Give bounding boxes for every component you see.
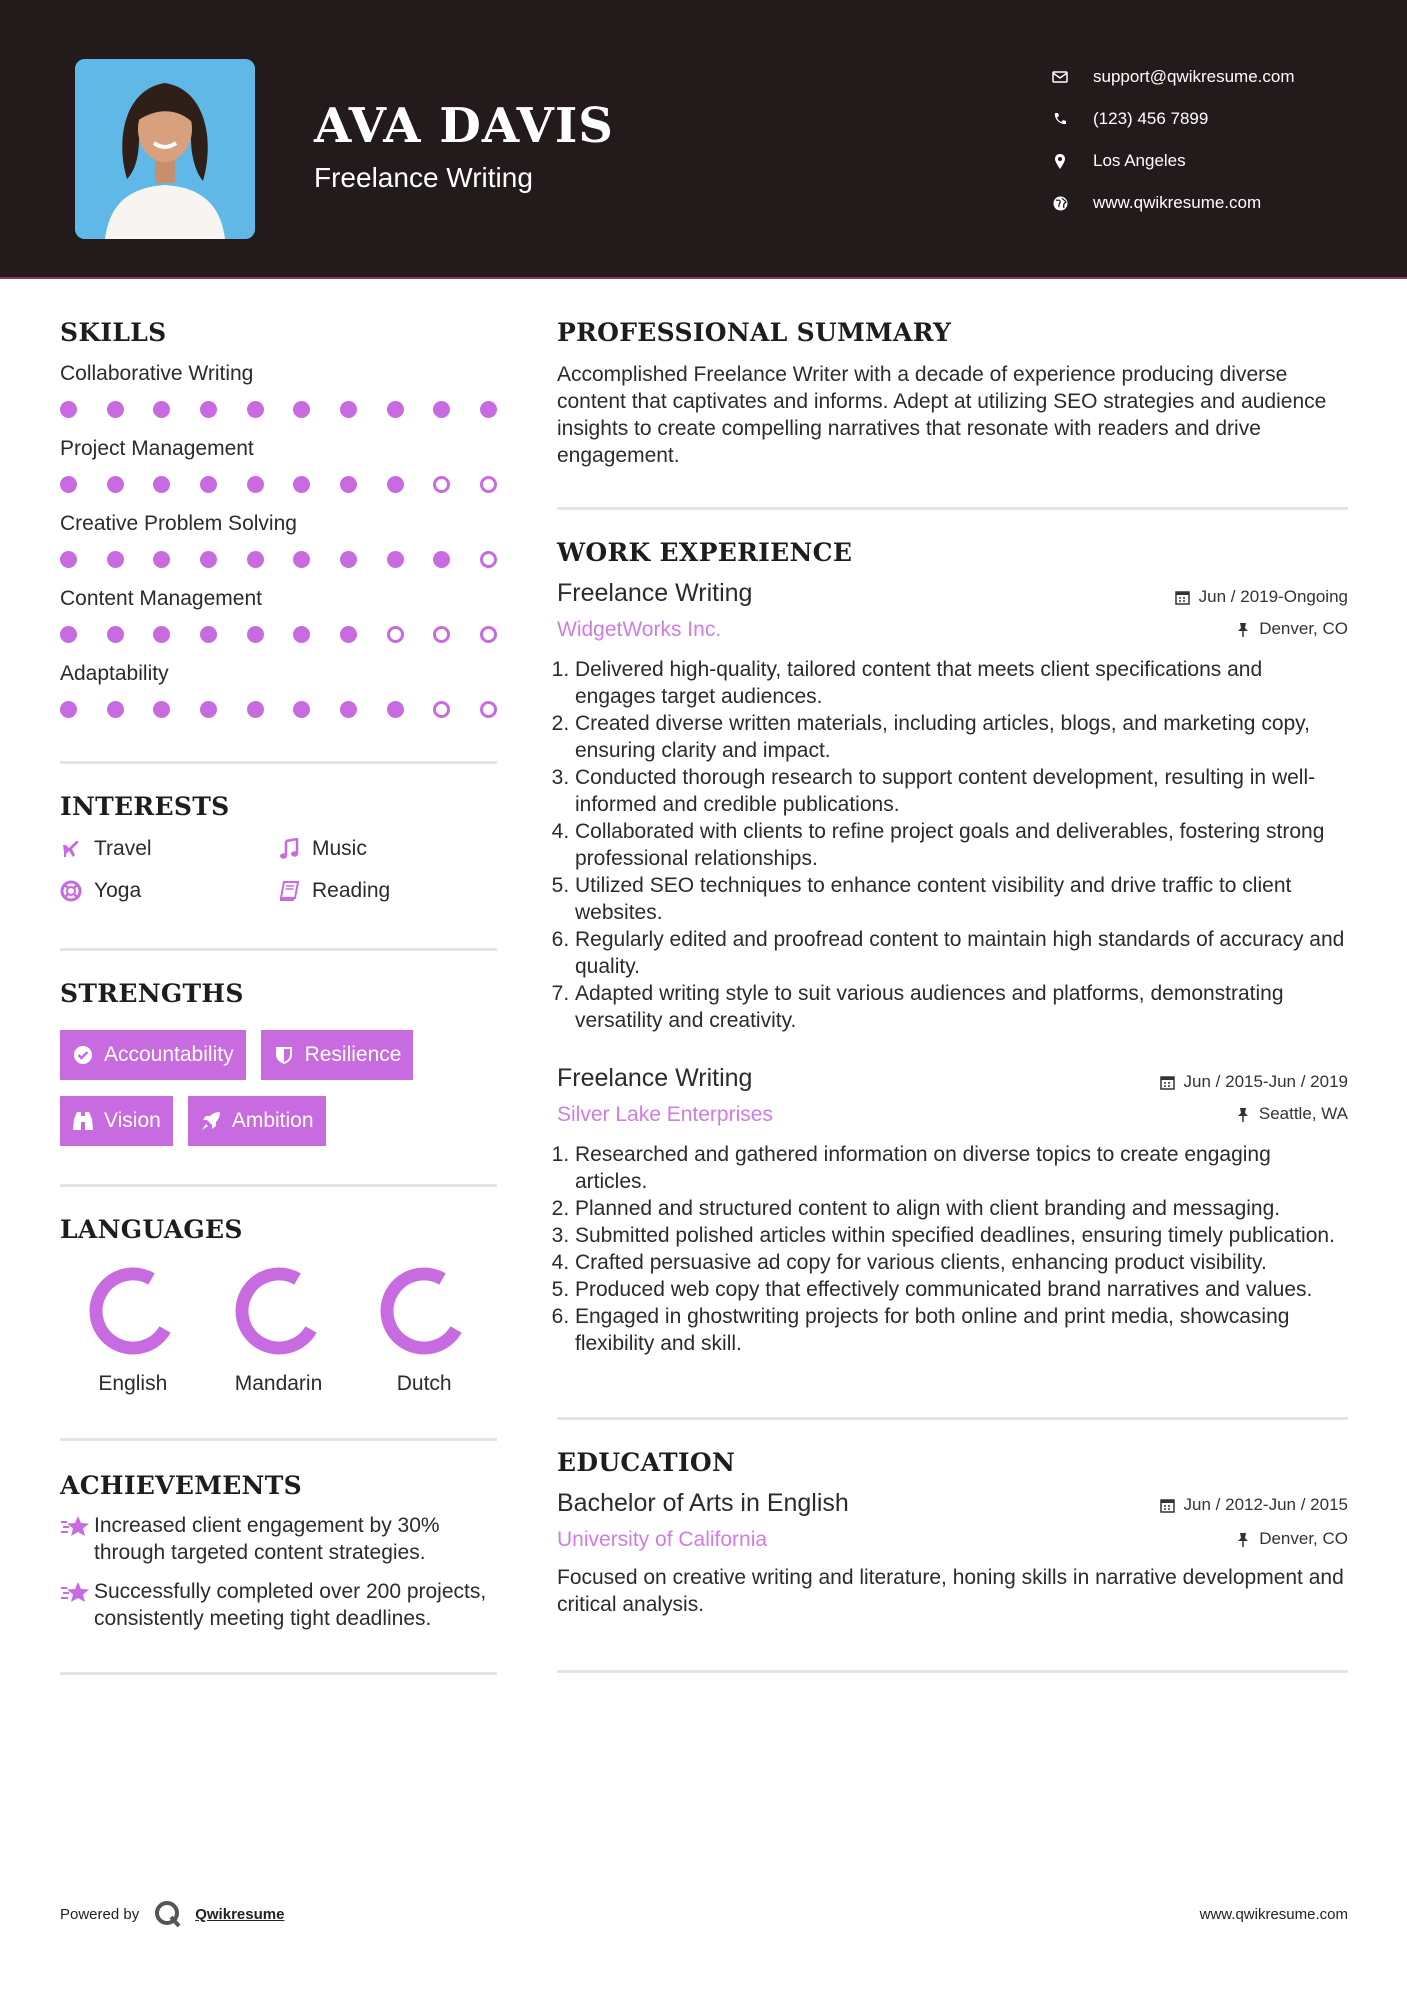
contact-email-text: support@qwikresume.com [1093,67,1295,86]
resume-header [0,0,1407,279]
section-divider [60,1672,497,1675]
strength-label: Accountability [104,1043,234,1066]
strength-badge [60,1030,246,1080]
skill-name: Collaborative Writing [60,362,254,385]
interest-label: Travel [94,837,152,860]
contact-location [1050,140,1295,182]
languages-list [60,1264,497,1396]
section-divider [60,948,497,951]
job-bullet: 1. Delivered high-quality, tailored content that meets client specifications and engages target audiences. [575,656,1348,710]
interests-section [60,792,497,903]
rating-dot-filled [387,701,404,718]
rating-dot-filled [153,551,170,568]
left-column [60,318,497,1675]
job-date-text: Jun / 2015-Jun / 2019 [1183,1072,1348,1091]
book-icon [278,880,300,902]
interest-item [60,879,278,903]
job-bullet: 4. Crafted persuasive ad copy for various clients, enhancing product visibility. [575,1249,1348,1276]
language-item [206,1264,352,1396]
globe-icon [1050,193,1070,213]
rating-dot-filled [293,476,310,493]
rating-dot-filled [107,476,124,493]
education-header [557,1489,1348,1552]
skill-item [60,586,497,643]
calendar-icon [1175,589,1191,605]
rating-dot-empty [433,476,450,493]
job-location-text: Denver, CO [1259,619,1348,638]
skill-item [60,361,497,418]
education-location-text: Denver, CO [1259,1529,1348,1548]
star-icon [60,1578,94,1632]
strength-label: Resilience [304,1043,402,1066]
language-item [351,1264,497,1396]
calendar-icon [1160,1497,1176,1513]
music-note-icon [278,838,300,860]
check-circle-icon [72,1044,94,1066]
qwikresume-logo-icon [153,1899,183,1929]
rating-dot-filled [247,401,264,418]
rating-dot-filled [340,626,357,643]
rating-dot-filled [107,701,124,718]
rating-dot-filled [433,551,450,568]
job-bullet: 5. Produced web copy that effectively communicated brand narratives and values. [575,1276,1348,1303]
achievements-heading: ACHIEVEMENTS [60,1471,302,1500]
strengths-heading: STRENGTHS [60,979,244,1008]
profile-photo [75,59,255,239]
strength-badge [60,1096,173,1146]
work-heading: WORK EXPERIENCE [557,538,853,567]
education-description: Focused on creative writing and literature, honing skills in narrative development and critical analysis. [557,1566,1344,1616]
rating-dot-filled [107,551,124,568]
job-entry [557,579,1348,1034]
rocket-icon [200,1110,222,1132]
interest-item [278,879,496,903]
lifebuoy-icon [60,880,82,902]
rating-dot-filled [293,401,310,418]
pushpin-icon [1235,1531,1251,1547]
rating-dot-filled [107,626,124,643]
job-bullet: 3. Submitted polished articles within specified deadlines, ensuring timely publication. [575,1222,1348,1249]
job-title: Freelance Writing [557,579,753,607]
education-entry [557,1489,1348,1618]
powered-by-label: Powered by [60,1905,140,1923]
rating-dot-filled [340,476,357,493]
job-bullet: 3. Conducted thorough research to support content development, resulting in well-informed and credible publications. [575,764,1348,818]
education-section [557,1448,1348,1618]
section-divider [60,1438,497,1441]
job-header [557,579,1348,642]
strengths-section [60,979,497,1146]
rating-dot-filled [387,401,404,418]
rating-dot-filled [340,701,357,718]
rating-dot-filled [153,626,170,643]
interest-label: Reading [312,879,391,902]
skill-item [60,436,497,493]
skill-name: Project Management [60,437,254,460]
language-label: Dutch [396,1372,452,1395]
achievement-text: Successfully completed over 200 projects, consistently meeting tight deadlines. [94,1580,487,1630]
section-divider [557,1417,1348,1420]
envelope-icon [1050,67,1070,87]
job-bullet: 7. Adapted writing style to suit various audiences and platforms, demonstrating versatility and creativity. [575,980,1348,1034]
footer-branding [60,1899,284,1929]
job-title: Freelance Writing [557,1064,753,1092]
rating-dot-filled [247,626,264,643]
rating-dot-filled [293,701,310,718]
footer-website[interactable]: www.qwikresume.com [1199,1906,1348,1923]
degree-title: Bachelor of Arts in English [557,1489,849,1517]
school-name: University of California [557,1528,768,1551]
contact-phone[interactable] [1050,98,1295,140]
rating-dot-filled [60,701,77,718]
rating-dot-filled [247,551,264,568]
candidate-name: AVA DAVIS [314,98,614,154]
skills-section [60,318,497,718]
languages-heading: LANGUAGES [60,1215,243,1244]
job-bullets [557,656,1348,1034]
rating-dot-filled [60,626,77,643]
achievement-item [60,1512,497,1566]
skills-list [60,361,497,718]
rating-dot-filled [340,401,357,418]
rating-dot-filled [200,701,217,718]
skill-name: Content Management [60,587,262,610]
contact-phone-text: (123) 456 7899 [1093,109,1209,128]
rating-dot-filled [153,401,170,418]
binoculars-icon [72,1110,94,1132]
rating-dot-filled [433,401,450,418]
contact-email[interactable] [1050,56,1295,98]
education-location [1160,1529,1348,1549]
skill-name: Adaptability [60,662,169,685]
rating-dot-filled [247,701,264,718]
education-date [1160,1495,1348,1515]
rating-dot-filled [387,476,404,493]
job-date [1175,587,1348,607]
job-date [1160,1072,1348,1092]
rating-dot-filled [340,551,357,568]
brand-link[interactable]: Qwikresume [195,1905,285,1923]
job-bullet: 6. Regularly edited and proofread content to maintain high standards of accuracy and quality. [575,926,1348,980]
job-entry [557,1064,1348,1357]
rating-dot-filled [107,401,124,418]
candidate-title: Freelance Writing [314,162,533,193]
skill-rating [60,476,497,493]
star-icon [60,1512,94,1566]
strengths-list [60,1030,497,1146]
phone-icon [1050,109,1070,129]
rating-dot-filled [200,476,217,493]
interest-item [278,837,496,861]
job-company: Silver Lake Enterprises [557,1103,773,1126]
education-heading: EDUCATION [557,1448,736,1477]
interest-label: Music [312,837,367,860]
language-label: English [98,1372,168,1395]
job-company: WidgetWorks Inc. [557,618,722,641]
summary-text: Accomplished Freelance Writer with a decade of experience producing diverse content that captivates and informs. Adept at utilizing SEO strategies and audience insights to create compelling narratives that resonate with readers and drive engagement. [557,363,1327,467]
rating-dot-filled [293,626,310,643]
language-level-ring [86,1264,180,1358]
interests-heading: INTERESTS [60,792,230,821]
pushpin-icon [1235,621,1251,637]
strength-badge [188,1096,326,1146]
language-label: Mandarin [234,1372,323,1395]
job-bullet: 2. Planned and structured content to align with client branding and messaging. [575,1195,1348,1222]
skill-rating [60,701,497,718]
language-level-ring [232,1264,326,1358]
skill-rating [60,401,497,418]
language-item [60,1264,206,1396]
job-header [557,1064,1348,1127]
interest-item [60,837,278,861]
right-column [557,318,1348,1673]
rating-dot-filled [60,551,77,568]
rating-dot-filled [153,476,170,493]
contact-website[interactable] [1050,182,1295,224]
achievement-item [60,1578,497,1632]
rating-dot-filled [60,476,77,493]
rating-dot-filled [293,551,310,568]
contact-website-text: www.qwikresume.com [1093,193,1262,212]
rating-dot-filled [247,476,264,493]
skill-name: Creative Problem Solving [60,512,297,535]
rating-dot-empty [387,626,404,643]
skill-rating [60,626,497,643]
skill-item [60,511,497,568]
map-pin-icon [1050,151,1070,171]
rating-dot-filled [200,401,217,418]
summary-heading: PROFESSIONAL SUMMARY [557,318,952,347]
language-level-ring [377,1264,471,1358]
section-divider [557,507,1348,510]
pushpin-icon [1235,1106,1251,1122]
rating-dot-filled [60,401,77,418]
rating-dot-empty [480,551,497,568]
skill-rating [60,551,497,568]
job-location [1160,1104,1348,1124]
section-divider [557,1670,1348,1673]
job-date-text: Jun / 2019-Ongoing [1198,587,1348,606]
rating-dot-filled [480,401,497,418]
job-bullet: 4. Collaborated with clients to refine project goals and deliverables, fostering strong professional relationships. [575,818,1348,872]
rating-dot-empty [433,701,450,718]
achievements-section [60,1471,497,1632]
rating-dot-empty [480,476,497,493]
interest-label: Yoga [94,879,142,902]
rating-dot-empty [480,626,497,643]
achievement-text: Increased client engagement by 30% through targeted content strategies. [94,1514,440,1564]
plane-icon [60,838,82,860]
job-bullet: 1. Researched and gathered information on diverse topics to create engaging articles. [575,1141,1348,1195]
rating-dot-filled [153,701,170,718]
rating-dot-filled [387,551,404,568]
section-divider [60,761,497,764]
contact-location-text: Los Angeles [1093,151,1186,170]
job-location [1175,619,1348,639]
rating-dot-empty [433,626,450,643]
interests-list [60,837,497,903]
shield-icon [273,1044,295,1066]
education-date-text: Jun / 2012-Jun / 2015 [1183,1495,1348,1514]
rating-dot-filled [200,551,217,568]
skill-item [60,661,497,718]
skills-heading: SKILLS [60,318,167,347]
calendar-icon [1160,1074,1176,1090]
job-bullets [557,1141,1348,1357]
strength-badge [261,1030,414,1080]
strength-label: Vision [104,1109,161,1132]
rating-dot-filled [200,626,217,643]
rating-dot-empty [480,701,497,718]
job-location-text: Seattle, WA [1258,1104,1348,1123]
job-bullet: 2. Created diverse written materials, including articles, blogs, and marketing copy, ensuring clarity and impact. [575,710,1348,764]
summary-section [557,318,1348,469]
job-bullet: 6. Engaged in ghostwriting projects for both online and print media, showcasing flexibility and skill. [575,1303,1348,1357]
strength-label: Ambition [231,1109,314,1132]
section-divider [60,1184,497,1187]
job-bullet: 5. Utilized SEO techniques to enhance content visibility and drive traffic to client websites. [575,872,1348,926]
languages-section [60,1215,497,1396]
contact-list [1050,56,1295,224]
work-section [557,538,1348,1357]
